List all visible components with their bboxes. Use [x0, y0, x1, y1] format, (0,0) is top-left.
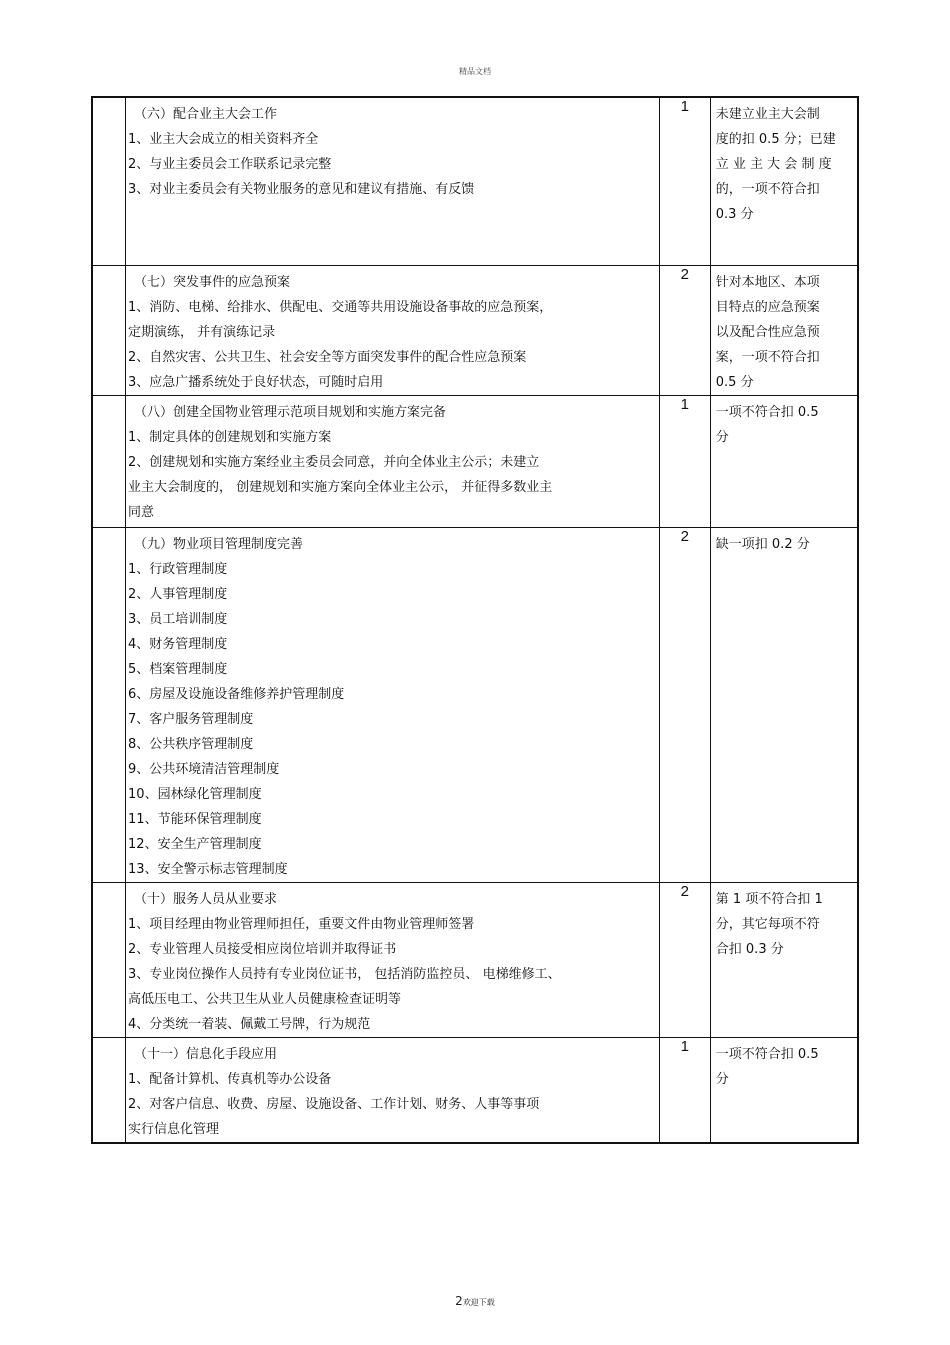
rule-line: 第 1 项不符合扣 1: [715, 891, 823, 907]
list-item: 1、业主大会成立的相关资料齐全: [128, 132, 319, 147]
list-item: 7、客户服务管理制度: [128, 711, 254, 727]
content-cell: [126, 395, 660, 527]
list-item: 1、配备计算机、传真机等办公设备: [128, 1071, 332, 1087]
list-item: 2、自然灾害、公共卫生、社会安全等方面突发事件的配合性应急预案: [128, 349, 527, 365]
list-item: 业主大会制度的， 创建规划和实施方案向全体业主公示， 并征得多数业主: [128, 479, 553, 495]
rule-line: 0.5 分: [715, 374, 754, 390]
list-item: 5、档案管理制度: [128, 661, 228, 677]
table-row: [92, 395, 858, 527]
page-number: 2: [455, 1294, 463, 1308]
blank-cell: [92, 97, 126, 265]
evaluation-table: [91, 96, 859, 1144]
list-item: 1、制定具体的创建规划和实施方案: [128, 429, 332, 445]
rule-line: 立 业 主 大 会 制 度: [715, 157, 832, 172]
rule-cell: [710, 97, 858, 265]
blank-cell: [92, 882, 126, 1037]
rule-line: 针对本地区、本项: [715, 274, 820, 290]
list-item: 2、对客户信息、收费、房屋、设施设备、工作计划、财务、人事等事项: [128, 1096, 540, 1112]
rule-cell: [710, 265, 858, 395]
list-item: 2、人事管理制度: [128, 586, 228, 602]
list-item: 10、园林绿化管理制度: [128, 786, 262, 802]
list-item: 高低压电工、公共卫生从业人员健康检查证明等: [128, 991, 402, 1007]
rule-line: 未建立业主大会制: [715, 107, 820, 122]
list-item: 2、与业主委员会工作联系记录完整: [128, 157, 332, 172]
score-cell: 1: [659, 395, 710, 527]
score-cell: 2: [659, 527, 710, 882]
list-item: 4、分类统一着装、佩戴工号牌，行为规范: [128, 1016, 371, 1032]
blank-cell: [92, 1037, 126, 1143]
blank-cell: [92, 527, 126, 882]
content-cell: [126, 97, 660, 265]
rule-line: 案，一项不符合扣: [715, 349, 820, 365]
content-cell: [126, 1037, 660, 1143]
list-item: 6、房屋及设施设备维修养护管理制度: [128, 686, 345, 702]
rule-cell: [710, 395, 858, 527]
list-item: 1、消防、电梯、给排水、供配电、交通等共用设施设备事故的应急预案，: [128, 299, 553, 315]
footer-text: 欢迎下载: [462, 1298, 495, 1307]
table-row: [92, 1037, 858, 1143]
list-item: 9、公共环境清洁管理制度: [128, 761, 280, 777]
list-item: 2、创建规划和实施方案经业主委员会同意，并向全体业主公示；未建立: [128, 454, 540, 470]
page-header: 精品文档: [459, 67, 491, 76]
rule-line: 分，其它每项不符: [715, 916, 820, 932]
rule-line: 度的扣 0.5 分；已建: [715, 132, 836, 147]
score-cell: 2: [659, 882, 710, 1037]
rule-line: 以及配合性应急预: [715, 324, 820, 340]
list-item: 3、专业岗位操作人员持有专业岗位证书， 包括消防监控员、 电梯维修工、: [128, 966, 561, 982]
table-row: [92, 527, 858, 882]
list-item: 定期演练， 并有演练记录: [128, 324, 276, 340]
list-item: 同意: [128, 504, 155, 520]
rule-line: 一项不符合扣 0.5: [715, 1046, 819, 1062]
rule-cell: [710, 1037, 858, 1143]
rule-line: 一项不符合扣 0.5: [715, 404, 819, 420]
table-row: [92, 882, 858, 1037]
content-cell: [126, 527, 660, 882]
list-item: 1、行政管理制度: [128, 561, 228, 577]
rule-cell: [710, 527, 858, 882]
rule-cell: [710, 882, 858, 1037]
rule-line: 的，一项不符合扣: [715, 182, 820, 197]
score-cell: 1: [659, 97, 710, 265]
score-cell: 2: [659, 265, 710, 395]
list-item: 实行信息化管理: [128, 1121, 220, 1137]
rule-line: 合扣 0.3 分: [715, 941, 784, 957]
section-title: （六）配合业主大会工作: [134, 107, 278, 122]
content-cell: [126, 265, 660, 395]
content-cell: [126, 882, 660, 1037]
list-item: 1、项目经理由物业管理师担任，重要文件由物业管理师签署: [128, 916, 475, 932]
section-title: （十一）信息化手段应用: [134, 1046, 278, 1062]
section-title: （七）突发事件的应急预案: [134, 274, 291, 290]
list-item: 3、员工培训制度: [128, 611, 228, 627]
rule-line: 目特点的应急预案: [715, 299, 820, 315]
list-item: 13、安全警示标志管理制度: [128, 861, 288, 877]
section-title: （八）创建全国物业管理示范项目规划和实施方案完备: [134, 404, 447, 420]
list-item: 3、应急广播系统处于良好状态，可随时启用: [128, 374, 384, 390]
list-item: 3、对业主委员会有关物业服务的意见和建议有措施、有反馈: [128, 182, 475, 197]
rule-line: 分: [715, 1071, 729, 1087]
page-footer: [0, 1294, 950, 1308]
list-item: 2、专业管理人员接受相应岗位培训并取得证书: [128, 941, 397, 957]
table-row: [92, 265, 858, 395]
section-title: （九）物业项目管理制度完善: [134, 536, 304, 552]
rule-line: 缺一项扣 0.2 分: [715, 536, 810, 552]
section-title: （十）服务人员从业要求: [134, 891, 278, 907]
list-item: 11、节能环保管理制度: [128, 811, 262, 827]
blank-cell: [92, 265, 126, 395]
score-cell: 1: [659, 1037, 710, 1143]
list-item: 12、安全生产管理制度: [128, 836, 262, 852]
rule-line: 0.3 分: [715, 207, 754, 222]
blank-cell: [92, 395, 126, 527]
list-item: 8、公共秩序管理制度: [128, 736, 254, 752]
rule-line: 分: [715, 429, 729, 445]
table-row: [92, 97, 858, 265]
list-item: 4、财务管理制度: [128, 636, 228, 652]
